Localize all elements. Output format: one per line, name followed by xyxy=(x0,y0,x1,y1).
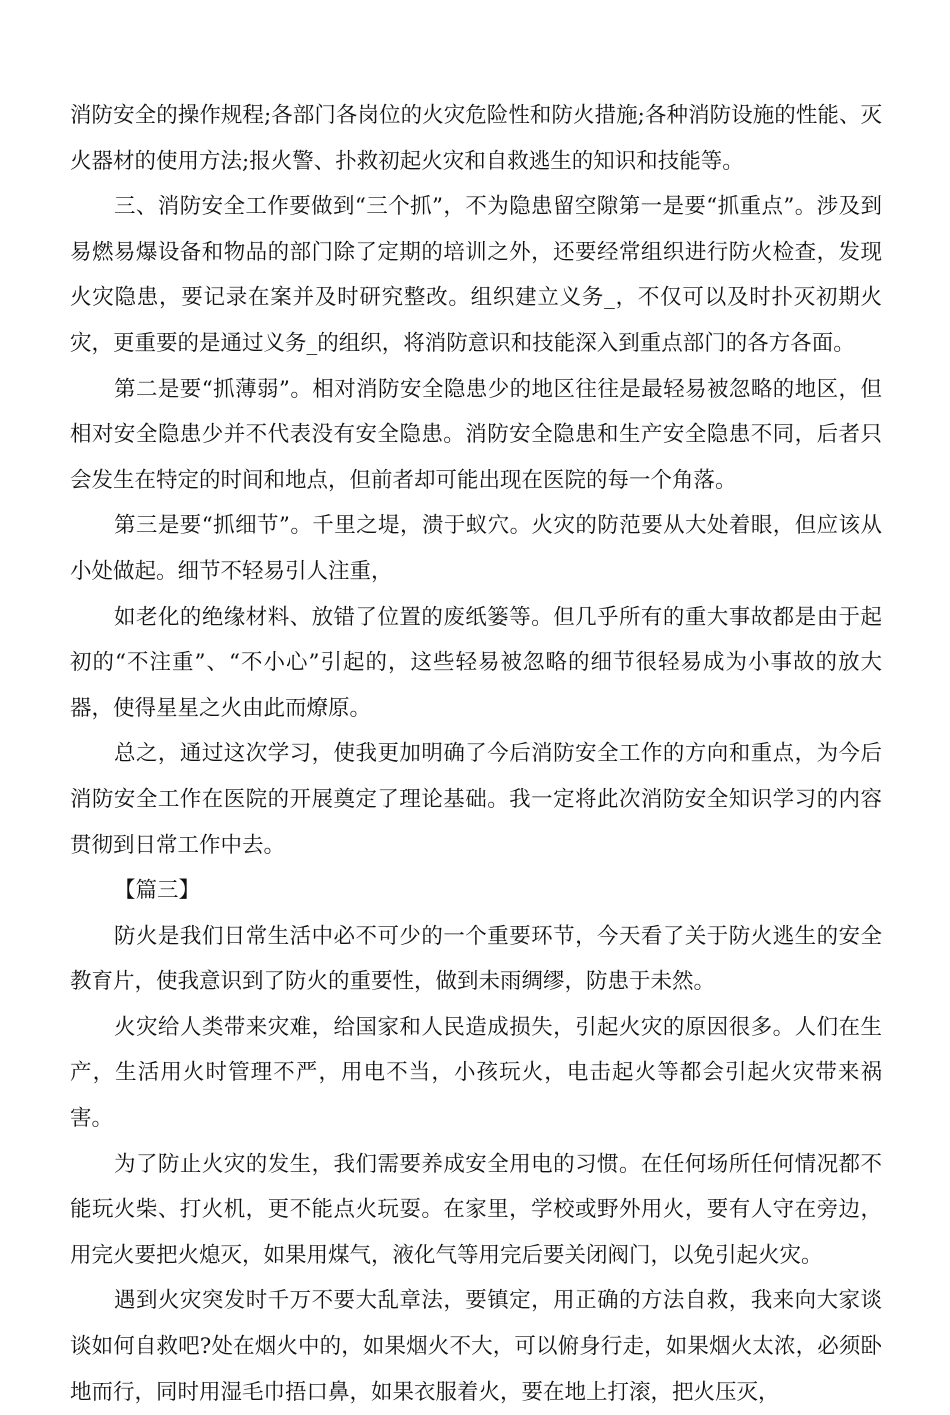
paragraph-fire-causes: 火灾给人类带来灾难，给国家和人民造成损失，引起火灾的原因很多。人们在生产，生活用火时管理不严，用电不当，小孩玩火，电击起火等都会引起火灾带来祸害。 xyxy=(70,1014,882,1132)
paragraph-fire-prevention-intro: 防火是我们日常生活中必不可少的一个重要环节，今天看了关于防火逃生的安全教育片，使我意识到了防火的重要性，做到未雨绸缪，防患于未然。 xyxy=(70,923,882,995)
paragraph-self-rescue: 遇到火灾突发时千万不要大乱章法，要镇定，用正确的方法自救，我来向大家谈谈如何自救吧?处在烟火中的，如果烟火不大，可以俯身行走，如果烟火太浓，必须卧地而行，同时用湿毛巾捂口鼻，如果衣服着火，要在地上打滚，把火压灭， xyxy=(70,1288,882,1405)
paragraph-conclusion: 总之，通过这次学习，使我更加明确了今后消防安全工作的方向和重点，为今后消防安全工作在医院的开展奠定了理论基础。我一定将此次消防安全知识学习的内容贯彻到日常工作中去。 xyxy=(70,741,882,858)
paragraph-weak-points: 第二是要“抓薄弱”。相对消防安全隐患少的地区往往是最轻易被忽略的地区，但相对安全隐患少并不代表没有安全隐患。消防安全隐患和生产安全隐患不同，后者只会发生在特定的时间和地点，但前者却可能出现在医院的每一个角落。 xyxy=(70,376,882,493)
document-body xyxy=(70,93,882,1415)
paragraph-three-grasps-focus: 三、消防安全工作要做到“三个抓”，不为隐患留空隙第一是要“抓重点”。涉及到易燃易爆设备和物品的部门除了定期的培训之外，还要经常组织进行防火检查，发现火灾隐患，要记录在案并及时研究整改。组织建立义务_，不仅可以及时扑灭初期火灾，更重要的是通过义务_的组织，将消防意识和技能深入到重点部门的各方各面。 xyxy=(70,194,882,356)
section-heading-part-three: 【篇三】 xyxy=(114,878,201,904)
paragraph-operating-rules: 消防安全的操作规程;各部门各岗位的火灾危险性和防火措施;各种消防设施的性能、灭火器材的使用方法;报火警、扑救初起火灾和自救逃生的知识和技能等。 xyxy=(70,103,882,174)
paragraph-prevention-habits: 为了防止火灾的发生，我们需要养成安全用电的习惯。在任何场所任何情况都不能玩火柴、打火机，更不能点火玩耍。在家里，学校或野外用火，要有人守在旁边，用完火要把火熄灭，如果用煤气，液化气等用完后要关闭阀门，以免引起火灾。 xyxy=(70,1151,882,1268)
paragraph-details: 第三是要“抓细节”。千里之堤，溃于蚁穴。火灾的防范要从大处着眼，但应该从小处做起。细节不轻易引人注重， xyxy=(70,513,882,584)
paragraph-details-continued: 如老化的绝缘材料、放错了位置的废纸篓等。但几乎所有的重大事故都是由于起初的“不注重”、“不小心”引起的，这些轻易被忽略的细节很轻易成为小事故的放大器，使得星星之火由此而燎原。 xyxy=(70,604,882,721)
